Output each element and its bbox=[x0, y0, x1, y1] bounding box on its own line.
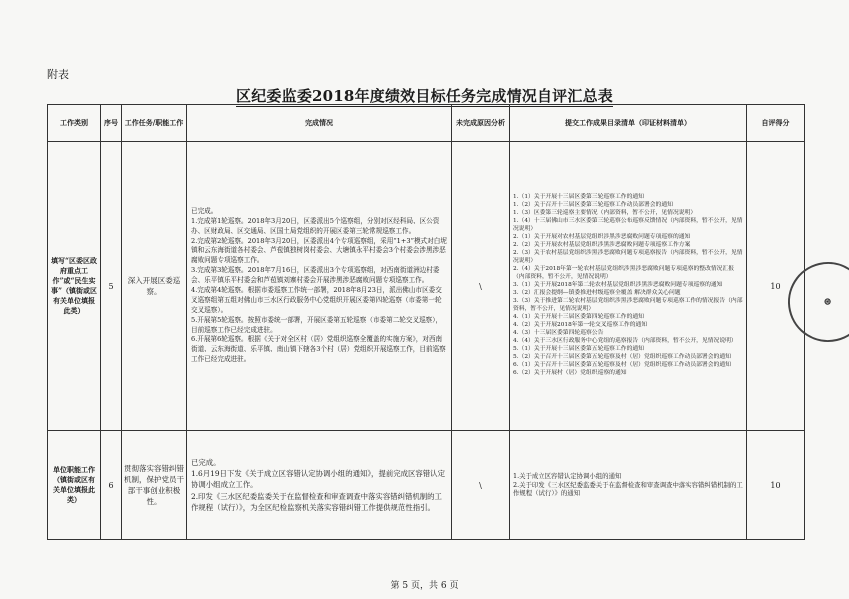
row-docs bbox=[510, 431, 747, 540]
row-score: 10 bbox=[747, 142, 805, 431]
completion-line: 1.完成第1轮巡察。2018年3月20日，区委派出5个巡察组，分别对区经科局、区公资办、区财政局、区交通局、区国土局党组织的开展区委第三轮常规巡察工作。 bbox=[191, 216, 440, 235]
doc-item: 1.（2）关于召开十三届区委第三轮巡察工作动员部署会的通知 bbox=[513, 202, 673, 209]
row-seq: 6 bbox=[101, 431, 122, 540]
completion-line: 2.印发《三水区纪委监委关于在监督检查和审查调查中落实容错纠错机制的工作规程（试行）》，为全区纪检监察机关落实容错纠错工作提供规范性指引。 bbox=[191, 491, 442, 512]
completion-line: 已完成。 bbox=[191, 206, 218, 215]
row-task: 贯彻落实容错纠错机制，保护党员干部干事创业积极性。 bbox=[122, 431, 187, 540]
row-category: 填写“区委区政府重点工作”或“民生实事”（镇街或区有关单位填报此类） bbox=[48, 142, 101, 431]
row-completion bbox=[187, 431, 452, 540]
row-category: 单位职能工作（镇街或区有关单位填报此类） bbox=[48, 431, 101, 540]
completion-line: 6.开展第6轮巡察。根据《关于对全区村（居）党组织巡察全覆盖的实施方案》，对西南街道、云东海街道、乐平镇、南山镇下辖各3个村（居）党组织开展巡察工作，目前巡察工作已经完成进驻。 bbox=[191, 335, 446, 364]
doc-item: 6.（2）关于开展村（居）党组织巡察的通知 bbox=[513, 369, 627, 376]
doc-item: 4.（1）关于开展十三届区委第四轮巡察工作的通知 bbox=[513, 313, 644, 320]
completion-line: 4.完成第4轮巡察。根据市委巡察工作统一部署，2018年8月23日，派出佛山市区委交叉巡察组第五组对佛山市三水区行政服务中心党组织开展区委第四轮巡察（市委第一轮交叉巡察）。 bbox=[191, 286, 442, 314]
doc-item: 1.（4）十三届佛山市三水区委第三轮巡察公布巡察反馈情况（内部资料，暂不公开，见情况说明） bbox=[513, 218, 743, 233]
doc-item: 5.（1）关于开展十三届区委第五轮巡察工作的通知 bbox=[513, 345, 644, 352]
doc-item: 4.（3）十三届区委第四轮巡察公告 bbox=[513, 329, 604, 336]
annex-label: 附表 bbox=[47, 68, 69, 81]
table-row bbox=[48, 431, 805, 540]
completion-line: 2.完成第2轮巡察。2018年3月20日，区委派出4个专项巡察组，采用“1+3”模式对白坭镇和云东海街道各村委会、芦苞镇独树岗村委会、大塘镇永平村委会3个村委会涉黑涉恶腐败问题专项巡察工作。 bbox=[191, 236, 447, 265]
doc-item: 2.（4）关于2018年第一轮农村基层党组织涉黑涉恶腐败问题专项巡察的整改情况汇报（内部资料，暂不公开，见情况说明） bbox=[513, 266, 735, 281]
doc-item: 2.关于印发《三水区纪委监委关于在监督检查和审查调查中落实容错纠错机制的工作规程（试行）》的通知 bbox=[513, 480, 743, 498]
table-row bbox=[48, 142, 805, 431]
doc-item: 3.（1）关于开展2018年第二轮农村基层党组织涉黑涉恶腐败问题专项巡察的通知 bbox=[513, 282, 723, 288]
page-title: 区纪委监委2018年度绩效目标任务完成情况自评汇总表 bbox=[236, 87, 613, 105]
doc-item: 2.（1）关于开展对农村基层党组织涉黑涉恶腐败问题专项巡察的通知 bbox=[513, 234, 691, 241]
header-unfinished: 未完成原因分析 bbox=[452, 105, 510, 142]
doc-item: 6.（1）关于召开十三届区委第五轮巡察及村（居）党组织巡察工作动员部署会的通知 bbox=[513, 361, 731, 368]
row-docs bbox=[510, 142, 747, 431]
header-seq: 序号 bbox=[101, 105, 122, 142]
doc-item: 2.（3）关于农村基层党组织涉黑涉恶腐败问题专项巡察报告（内部资料，暂不公开，见情况说明） bbox=[513, 250, 743, 265]
row-completion bbox=[187, 142, 452, 431]
completion-line: 已完成。 bbox=[191, 458, 221, 468]
doc-item: 4.（4）关于三水区行政服务中心党组的巡察报告（内部资料，暂不公开，见情况说明） bbox=[513, 337, 737, 344]
doc-item: 1.（1）关于开展十三届区委第三轮巡察工作的通知 bbox=[513, 194, 644, 201]
header-category: 工作类别 bbox=[48, 105, 101, 142]
completion-line: 1.6月19日下发《关于成立区容错认定协调小组的通知》，提前完成区容错认定协调小组成立工作。 bbox=[191, 469, 445, 490]
row-unfinished: \ bbox=[452, 142, 510, 431]
completion-line: 3.完成第3轮巡察。2018年7月16日，区委派出3个专项巡察组，对西南街道洲边村委会、乐平镇乐平村委会和芦苞镇刘寨村委会开展涉黑涉恶腐败问题专项巡察工作。 bbox=[191, 266, 440, 285]
row-score: 10 bbox=[747, 431, 805, 540]
page-number: 第 5 页，共 6 页 bbox=[390, 581, 459, 591]
summary-table bbox=[47, 104, 805, 540]
row-task: 深入开展区委巡察。 bbox=[122, 142, 187, 431]
header-task: 工作任务/职能工作 bbox=[122, 105, 187, 142]
row-seq: 5 bbox=[101, 142, 122, 431]
completion-line: 5.开展第5轮巡察。按照市委统一部署，开展区委第五轮巡察（市委第二轮交叉巡察），目前巡察工作已经完成进驻。 bbox=[191, 315, 443, 334]
table-header-row bbox=[48, 105, 805, 142]
doc-item: 3.（2）汇报会提纲—镇委推进村级巡察全覆盖 解决群众关心问题 bbox=[513, 289, 681, 296]
row-unfinished: \ bbox=[452, 431, 510, 540]
header-docs: 提交工作成果目录清单（印证材料清单） bbox=[510, 105, 747, 142]
header-score: 自评得分 bbox=[747, 105, 805, 142]
doc-item: 5.（2）关于召开十三届区委第五轮巡察及村（居）党组织巡察工作动员部署会的通知 bbox=[513, 353, 731, 360]
doc-item: 4.（2）关于开展2018年第一轮交叉巡察工作的通知 bbox=[513, 321, 648, 328]
header-completion: 完成情况 bbox=[187, 105, 452, 142]
doc-item: 1.关于成立区容错认定协调小组的通知 bbox=[513, 471, 622, 480]
doc-item: 1.（3）区委第三轮巡察主要情况（内部资料，暂不公开，见情况说明） bbox=[513, 210, 697, 217]
doc-item: 2.（2）关于开展农村基层党组织涉黑涉恶腐败问题专项巡察工作方案 bbox=[513, 242, 691, 249]
seal-icon: ⊛ bbox=[821, 294, 835, 310]
doc-item: 3.（3）关于推进第二轮农村基层党组织涉黑涉恶腐败问题专项巡察工作的情况报告（内部资料，暂不公开，见情况说明） bbox=[513, 297, 743, 312]
